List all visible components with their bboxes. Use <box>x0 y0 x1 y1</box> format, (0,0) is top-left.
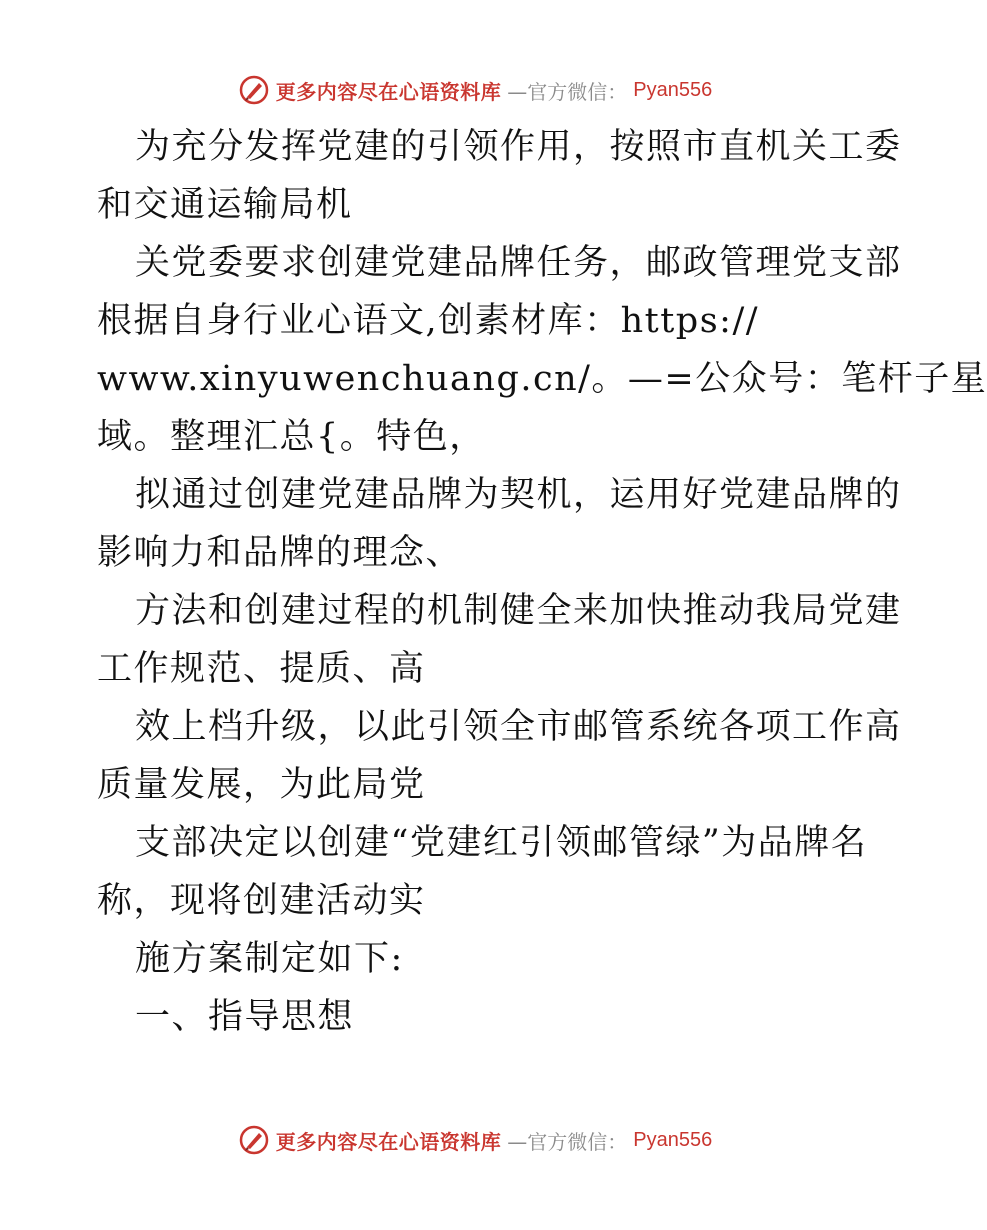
text-line: 和交通运输局机 <box>97 185 353 225</box>
watermark-separator: —官方微信： <box>507 79 628 104</box>
text-line: 称，现将创建活动实 <box>97 881 426 921</box>
text-line: 为充分发挥党建的引领作用，按照市直机关工委 <box>135 127 902 167</box>
text-line: 支部决定以创建“党建红引领邮管绿”为品牌名 <box>135 823 868 863</box>
text-line: 拟通过创建党建品牌为契机，运用好党建品牌的 <box>135 475 902 515</box>
text-line: 根据自身行业心语文,创素材库：https:// <box>97 301 760 341</box>
quill-logo-icon <box>238 1124 270 1156</box>
watermark-title: 更多内容尽在心语资料库 <box>275 1129 502 1154</box>
watermark-separator: —官方微信： <box>507 1129 628 1154</box>
document-body <box>97 118 987 1046</box>
text-line: 效上档升级，以此引领全市邮管系统各项工作高 <box>135 707 902 747</box>
watermark-wechat-id: Pyan556 <box>633 1128 713 1151</box>
text-line: 影响力和品牌的理念、 <box>97 533 463 573</box>
footer-watermark <box>0 1120 950 1160</box>
text-line: 施方案制定如下: <box>135 939 404 979</box>
text-line: 质量发展，为此局党 <box>97 765 426 805</box>
quill-logo-icon <box>238 74 270 106</box>
text-line: 关党委要求创建党建品牌任务，邮政管理党支部 <box>135 243 902 283</box>
header-watermark <box>0 70 950 110</box>
text-line: www.xinyuwenchuang.cn/。—=公众号：笔杆子星 <box>97 359 987 399</box>
text-line: 方法和创建过程的机制健全来加快推动我局党建 <box>135 591 902 631</box>
section-heading: 一、指导思想 <box>135 997 355 1037</box>
watermark-wechat-id: Pyan556 <box>633 78 713 101</box>
text-line: 域。整理汇总{。特色， <box>97 417 486 457</box>
watermark-title: 更多内容尽在心语资料库 <box>275 79 502 104</box>
text-line: 工作规范、提质、高 <box>97 649 426 689</box>
